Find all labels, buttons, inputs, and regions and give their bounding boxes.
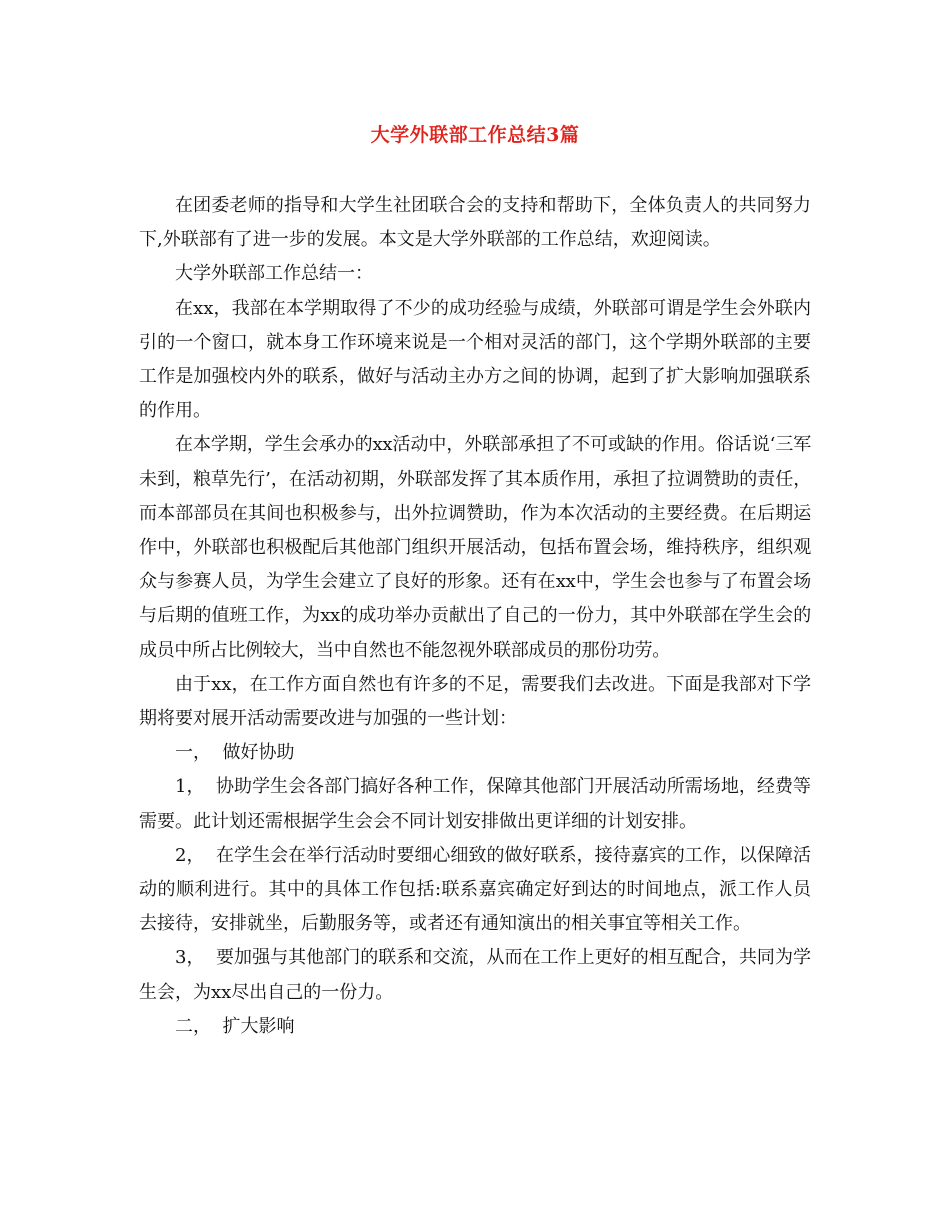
document-body	[139, 189, 811, 1044]
paragraph-improvements: 由于xx，在工作方面自然也有许多的不足，需要我们去改进。下面是我部对下学期将要对展开活动需要改进与加强的一些计划：	[139, 673, 811, 730]
paragraph-overview: 在xx，我部在本学期取得了不少的成功经验与成绩，外联部可谓是学生会外联内引的一个窗口，就本身工作环境来说是一个相对灵活的部门，这个学期外联部的主要工作是加强校内外的联系，做好与活动主办方之间的协调，起到了扩大影响加强联系的作用。	[139, 297, 811, 422]
section-heading-expand: 二， 扩大影响	[175, 1015, 295, 1037]
list-item-3: 3， 要加强与其他部门的联系和交流，从而在工作上更好的相互配合，共同为学生会，为xx尽出自己的一份力。	[139, 947, 811, 1003]
paragraph-intro: 在团委老师的指导和大学生社团联合会的支持和帮助下，全体负责人的共同努力下,外联部有了进一步的发展。本文是大学外联部的工作总结，欢迎阅读。	[139, 195, 811, 251]
list-item-2: 2， 在学生会在举行活动时要细心细致的做好联系，接待嘉宾的工作，以保障活动的顺利进行。其中的具体工作包括:联系嘉宾确定好到达的时间地点，派工作人员去接待，安排就坐，后勤服务等，或者还有通知演出的相关事宜等相关工作。	[139, 844, 811, 935]
section-heading-assist: 一， 做好协助	[175, 742, 295, 764]
paragraph-activities: 在本学期，学生会承办的xx活动中，外联部承担了不可或缺的作用。俗话说‘三军未到，粮草先行’，在活动初期，外联部发挥了其本质作用，承担了拉调赞助的责任，而本部部员在其间也积极参与，出外拉调赞助，作为本次活动的主要经费。在后期运作中，外联部也积极配后其他部门组织开展活动，包括布置会场，维持秩序，组织观众与参赛人员，为学生会建立了良好的形象。还有在xx中，学生会也参与了布置会场与后期的值班工作，为xx的成功举办贡献出了自己的一份力，其中外联部在学生会的成员中所占比例较大，当中自然也不能忽视外联部成员的那份功劳。	[139, 434, 811, 661]
document-title: 大学外联部工作总结3篇	[370, 124, 580, 146]
list-item-1: 1， 协助学生会各部门搞好各种工作，保障其他部门开展活动所需场地，经费等需要。此计划还需根据学生会会不同计划安排做出更详细的计划安排。	[139, 776, 811, 832]
paragraph-heading-summary-one: 大学外联部工作总结一：	[175, 263, 373, 285]
